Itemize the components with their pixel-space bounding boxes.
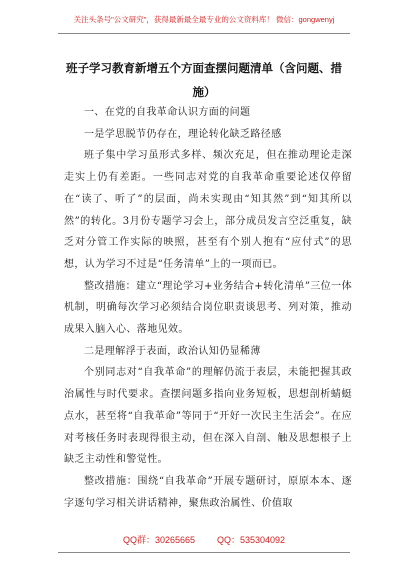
document-body xyxy=(64,102,352,514)
section-heading: 一是学思脱节仍存在，理论转化缺乏路径感 xyxy=(84,128,282,140)
footer-qq: QQ：535304092 xyxy=(216,535,286,545)
body-paragraph: 整改措施：围绕“自我革命”开展专题研讨，原原本本、逐字逐句学习相关讲话精神，聚焦政治属性、价值取 xyxy=(64,475,352,509)
document-title: 班子学习教育新增五个方面查摆问题清单（含问题、措施） xyxy=(66,61,342,99)
header-notice: 关注头条号"公文研究"，获得最新最全最专业的公文资料库！ 微信：gongwenyj xyxy=(73,15,335,24)
body-paragraph: 整改措施：建立“理论学习+业务结合+转化清单”三位一体机制，明确每次学习必须结合岗位职责谈思考、列对策，推动成果入脑入心、落地见效。 xyxy=(64,280,352,336)
section-heading: 一、在党的自我革命认识方面的问题 xyxy=(84,107,251,118)
section-heading: 二是理解浮于表面，政治认知仍显稀薄 xyxy=(84,345,261,357)
footer-divider xyxy=(58,552,350,553)
footer-contacts xyxy=(0,533,408,546)
body-paragraph: 班子集中学习虽形式多样、频次充足，但在推动理论走深走实上仍有差距。一些同志对党的自我革命重要论述仅停留在“读了、听了”的层面，尚未实现由“知其然”到“知其所以然”的转化。3月份专题学习会上，部分成员发言空泛重复，缺乏对分管工作实际的映照，甚至有个别人抱有“应付式”的思想，认为学习不过是“任务清单”上的一项而已。 xyxy=(64,150,352,270)
header-divider xyxy=(58,33,350,34)
body-paragraph: 个别同志对“自我革命”的理解仍流于表层，未能把握其政治属性与时代要求。查摆问题多指向业务短板，思想剖析蜻蜓点水，甚至将“自我革命”等同于“开好一次民主生活会”。在应对考核任务时表现得很主动，但在深入自剖、触及思想根子上缺乏主动性和警觉性。 xyxy=(64,367,352,466)
footer-qq-group: QQ群：30265665 xyxy=(122,535,195,545)
